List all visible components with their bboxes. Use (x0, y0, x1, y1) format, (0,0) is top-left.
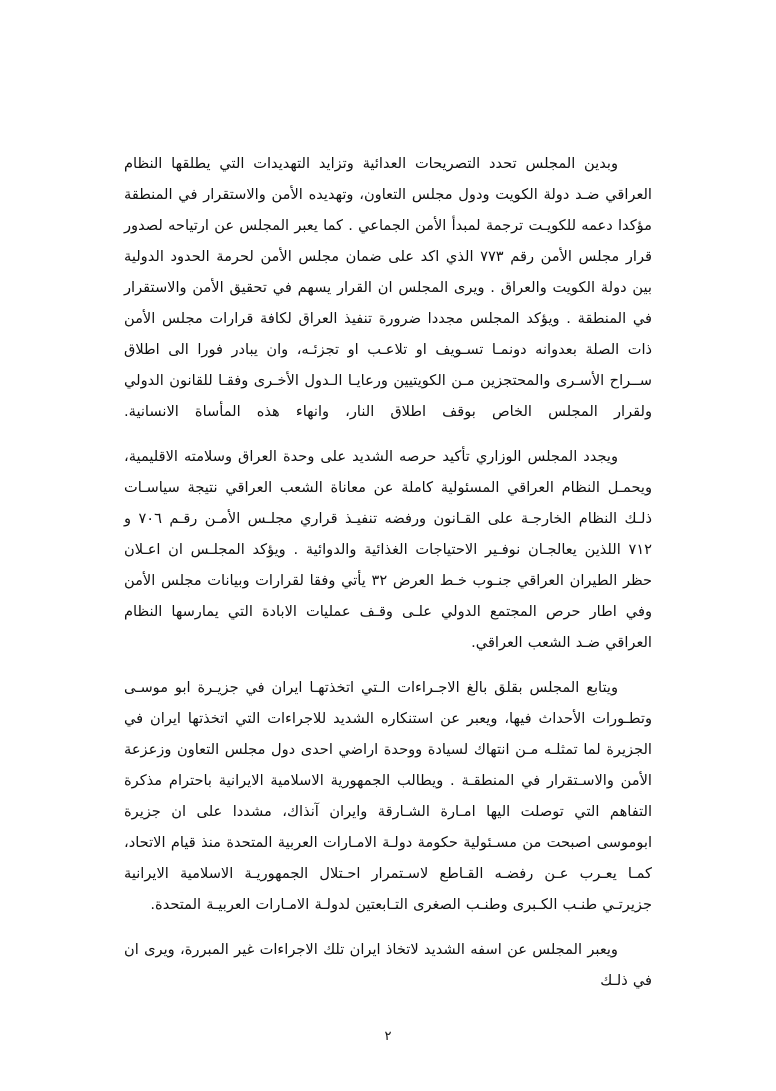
document-body (124, 148, 652, 996)
paragraph-1: وبدين المجلس تحدد التصريحات العدائية وتزايد التهديدات التي يطلقها النظام العراقي ضـد دولة الكويت ودول مجلس التعاون، وتهديده الأمن والاستقرار في المنطقة مؤكدا دعمه للكويـت ترجمة لمبدأ الأمن الجماعي . كما يعبر المجلس عن ارتياحه لصدور قرار مجلس الأمن رقم ٧٧٣ الذي اكد على ضمان مجلس الأمن لحرمة الحدود الدولية بين دولة الكويت والعراق . ويرى المجلس ان القرار يسهم في تحقيق الأمن والاستقرار في المنطقة . ويؤكد المجلس مجددا ضرورة تنفيذ العراق لكافة قرارات مجلس الأمن ذات الصلة بعدوانه دونمـا تسـويف او تلاعـب او تجزئـه، وان يبادر فورا الى اطلاق ســراح الأسـرى والمحتجزين مـن الكويتيين ورعايـا الـدول الأخـرى وفقـا للقانون الدولي ولقرار المجلس الخاص بوقف اطلاق النار، وانهاء هذه المأساة الانسانية. (124, 155, 652, 420)
paragraph-3: ويتابع المجلس بقلق بالغ الاجـراءات الـتي اتخذتهـا ايران في جزيـرة ابو موسـى وتطـورات الأحداث فيها، ويعبر عن استنكاره الشديد للاجراءات التي اتخذتها ايران في الجزيرة لما تمثلـه مـن انتهاك لسيادة ووحدة اراضي احدى دول مجلس التعاون وزعزعة الأمن والاسـتقرار في المنطقـة . ويطالب الجمهورية الاسلامية الايرانية باحترام مذكرة التفاهم التي توصلت اليها امـارة الشـارقة وايران آنذاك، مشددا على ان جزيرة ابوموسى اصبحت من مسـئولية حكومة دولـة الامـارات العربية المتحدة منذ قيام الاتحاد، كمـا يعـرب عـن رفضـه القـاطع لاسـتمرار احـتلال الجمهوريـة الاسلامية الايرانية جزيرتـي طنـب الكـبرى وطنـب الصغرى التـابعتين لدولـة الامـارات العربيـة المتحدة. (124, 679, 652, 913)
page-number: ٢ (384, 1029, 392, 1044)
paragraph-2: ويجدد المجلس الوزاري تأكيد حرصه الشديد على وحدة العراق وسلامته الاقليمية، ويحمـل النظام العراقي المسئولية كاملة عن معاناة الشعب العراقي نتيجة سياسـات ذلـك النظام الخارجـة على القـانون ورفضه تنفيـذ قراري مجلـس الأمـن رقـم ٧٠٦ و ٧١٢ اللذين يعالجـان نوفـير الاحتياجات الغذائية والدوائية . ويؤكد المجلـس ان اعـلان حظر الطيران العراقي جنـوب خـط العرض ٣٢ يأتي وفقا لقرارات وبيانات مجلس الأمن وفي اطار حرص المجتمع الدولي علـى وقـف عمليات الابادة التي يمارسها النظام العراقي ضـد الشعب العراقي. (124, 448, 653, 651)
paragraph-4: ويعبر المجلس عن اسفه الشديد لاتخاذ ايران تلك الاجراءات غير المبررة، ويرى ان في ذلـك (124, 941, 652, 989)
